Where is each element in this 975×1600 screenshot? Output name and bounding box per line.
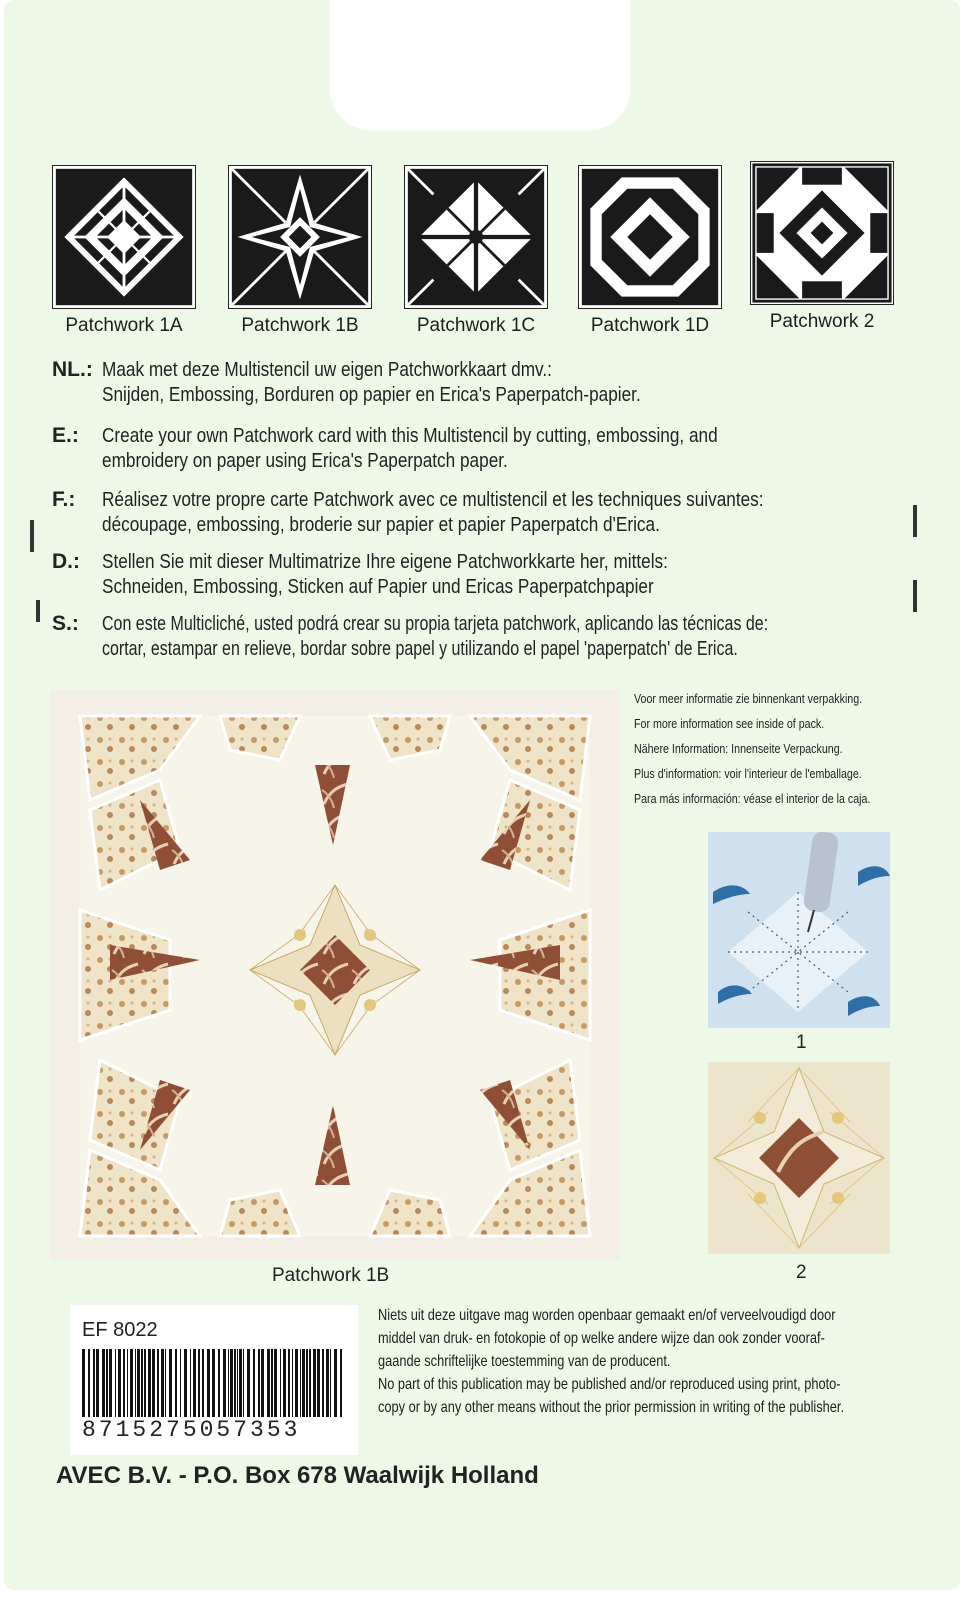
legal-line: copy or by any other means without the prior permission in writing of the publisher. bbox=[378, 1399, 845, 1416]
stencil-2-label: Patchwork 2 bbox=[769, 311, 875, 332]
barcode-bar bbox=[243, 1349, 244, 1417]
barcode-bar bbox=[295, 1349, 298, 1417]
barcode-bar bbox=[198, 1349, 200, 1417]
info-line: Para más información: véase el interior de la caja. bbox=[634, 791, 871, 806]
copyright-notice bbox=[378, 1304, 906, 1419]
step-2-label: 2 bbox=[796, 1262, 807, 1283]
barcode-bar bbox=[88, 1349, 90, 1417]
barcode-bar bbox=[102, 1349, 105, 1417]
barcode-bar bbox=[261, 1349, 264, 1417]
instruction-line: Réalisez votre propre carte Patchwork avec ce multistencil et les techniques suivantes: bbox=[102, 489, 764, 511]
barcode-bar bbox=[280, 1349, 281, 1417]
barcode-bar bbox=[326, 1349, 329, 1417]
barcode-bar bbox=[152, 1349, 155, 1417]
barcode-bar bbox=[180, 1349, 181, 1417]
barcode-bar bbox=[144, 1349, 146, 1417]
barcode-bar bbox=[115, 1349, 116, 1417]
instruction-line: cortar, estampar en relieve, bordar sobre papel y utilizando el papel 'paperpatch' de Erica. bbox=[102, 638, 738, 660]
barcode-bar bbox=[212, 1349, 215, 1417]
barcode-bar bbox=[96, 1349, 99, 1417]
info-line: Voor meer informatie zie binnenkant verpakking. bbox=[634, 691, 863, 706]
barcode-bar bbox=[292, 1349, 293, 1417]
legal-line: Niets uit deze uitgave mag worden openbaar gemaakt en/of verveelvoudigd door bbox=[378, 1307, 836, 1324]
stencil-1d bbox=[578, 165, 722, 337]
barcode-bar bbox=[234, 1349, 236, 1417]
product-code: EF 8022 bbox=[82, 1319, 158, 1341]
barcode-bar bbox=[288, 1349, 290, 1417]
stencil-1a bbox=[52, 165, 196, 337]
barcode-bar bbox=[258, 1349, 260, 1417]
instruction-line: Con este Multicliché, usted podrá crear su propia tarjeta patchwork, aplicando las técnicas de: bbox=[102, 613, 769, 635]
barcode-number: 8715275057353 bbox=[82, 1417, 301, 1443]
barcode-bar bbox=[118, 1349, 121, 1417]
barcode-bar bbox=[93, 1349, 95, 1417]
stencil-1c-icon bbox=[404, 165, 548, 309]
patchwork-card-image bbox=[50, 690, 620, 1260]
barcode-bar bbox=[228, 1349, 229, 1417]
stencil-2-icon bbox=[750, 161, 894, 305]
barcode-bar bbox=[253, 1349, 255, 1417]
barcode-bar bbox=[313, 1349, 316, 1417]
instruction-line: Stellen Sie mit dieser Multimatrize Ihre eigene Patchworkkarte her, mittels: bbox=[102, 551, 668, 573]
info-line: For more information see inside of pack. bbox=[634, 716, 825, 731]
barcode-bar bbox=[157, 1349, 159, 1417]
stencil-1b-label: Patchwork 1B bbox=[241, 315, 359, 336]
barcode-bar bbox=[239, 1349, 242, 1417]
barcode-bar bbox=[274, 1349, 277, 1417]
barcode-bar bbox=[223, 1349, 226, 1417]
stencil-1c-label: Patchwork 1C bbox=[416, 315, 536, 336]
barcode-bar bbox=[207, 1349, 210, 1417]
main-photo-caption: Patchwork 1B bbox=[272, 1265, 390, 1286]
barcode-bar bbox=[340, 1349, 342, 1417]
barcode-bar bbox=[306, 1349, 308, 1417]
stencil-1c bbox=[404, 165, 548, 337]
legal-line: middel van druk- en fotokopie of op welke andere wijze dan ook zonder vooraf- bbox=[378, 1330, 825, 1347]
staple-left-2 bbox=[36, 600, 40, 622]
stencil-1d-icon bbox=[578, 165, 722, 309]
barcode-bar bbox=[106, 1349, 108, 1417]
barcode-bar bbox=[302, 1349, 305, 1417]
barcode-bar bbox=[218, 1349, 220, 1417]
barcode-bar bbox=[309, 1349, 311, 1417]
barcode-bar bbox=[127, 1349, 128, 1417]
company-address: AVEC B.V. - P.O. Box 678 Waalwijk Holland bbox=[56, 1462, 539, 1489]
stencil-1b bbox=[228, 165, 372, 337]
info-line: Plus d'information: voir l'interieur de l'emballage. bbox=[634, 766, 862, 781]
barcode-bar bbox=[135, 1349, 136, 1417]
stencil-2 bbox=[750, 161, 894, 333]
barcode-bar bbox=[165, 1349, 166, 1417]
barcode-bar bbox=[169, 1349, 172, 1417]
instruction-line: découpage, embossing, broderie sur papier et papier Paperpatch d'Erica. bbox=[102, 514, 660, 536]
barcode-bar bbox=[141, 1349, 143, 1417]
stencil-1d-label: Patchwork 1D bbox=[590, 315, 710, 336]
barcode-bar bbox=[175, 1349, 177, 1417]
barcode-bar bbox=[109, 1349, 112, 1417]
barcode-bars bbox=[82, 1349, 346, 1417]
instruction-line: Snijden, Embossing, Borduren op papier en Erica's Paperpatch-papier. bbox=[102, 384, 641, 406]
barcode-bar bbox=[247, 1349, 250, 1417]
barcode-bar bbox=[237, 1349, 238, 1417]
barcode-bar bbox=[322, 1349, 324, 1417]
language-code: E.: bbox=[52, 424, 79, 447]
barcode-bar bbox=[230, 1349, 233, 1417]
barcode-bar bbox=[137, 1349, 140, 1417]
language-code: D.: bbox=[52, 550, 80, 573]
info-line: Nähere Information: Innenseite Verpackung. bbox=[634, 741, 843, 756]
staple-left-1 bbox=[30, 520, 34, 552]
barcode-bar bbox=[271, 1349, 273, 1417]
barcode-bar bbox=[334, 1349, 337, 1417]
barcode-bar bbox=[317, 1349, 320, 1417]
barcode-bar bbox=[184, 1349, 187, 1417]
instruction-line: Create your own Patchwork card with this Multistencil by cutting, embossing, and bbox=[102, 425, 718, 447]
barcode-bar bbox=[82, 1349, 85, 1417]
more-info-block bbox=[634, 686, 929, 811]
stencil-1a-icon bbox=[52, 165, 196, 309]
step-1-label: 1 bbox=[796, 1032, 807, 1053]
language-code: F.: bbox=[52, 488, 76, 511]
instruction-line: Schneiden, Embossing, Sticken auf Papier und Ericas Paperpatchpapier bbox=[102, 576, 654, 598]
barcode-bar bbox=[161, 1349, 164, 1417]
barcode-bar bbox=[300, 1349, 301, 1417]
language-code: NL.: bbox=[52, 358, 93, 381]
legal-line: gaande schriftelijke toestemming van de producent. bbox=[378, 1353, 671, 1370]
barcode-bar bbox=[123, 1349, 125, 1417]
barcode-label bbox=[70, 1305, 358, 1455]
barcode-bar bbox=[283, 1349, 286, 1417]
stitched-star-image bbox=[708, 1062, 890, 1254]
stencil-1a-label: Patchwork 1A bbox=[65, 315, 183, 336]
barcode-bar bbox=[330, 1349, 331, 1417]
stencil-row bbox=[44, 165, 894, 345]
barcode-bar bbox=[190, 1349, 191, 1417]
barcode-bar bbox=[202, 1349, 204, 1417]
step-1-photo bbox=[708, 832, 890, 1028]
instruction-line: Maak met deze Multistencil uw eigen Patchworkkaart dmv.: bbox=[102, 359, 552, 381]
barcode-bar bbox=[148, 1349, 151, 1417]
stencil-1b-icon bbox=[228, 165, 372, 309]
barcode-bar bbox=[130, 1349, 133, 1417]
language-code: S.: bbox=[52, 612, 79, 635]
barcode-bar bbox=[193, 1349, 196, 1417]
legal-line: No part of this publication may be published and/or reproduced using print, photo- bbox=[378, 1376, 841, 1393]
sample-card-photo bbox=[50, 690, 620, 1260]
instruction-line: embroidery on paper using Erica's Paperpatch paper. bbox=[102, 450, 508, 472]
barcode-bar bbox=[267, 1349, 270, 1417]
step-2-photo bbox=[708, 1062, 890, 1254]
embroidery-tool-image bbox=[708, 832, 890, 1028]
hang-hole bbox=[330, 0, 630, 130]
